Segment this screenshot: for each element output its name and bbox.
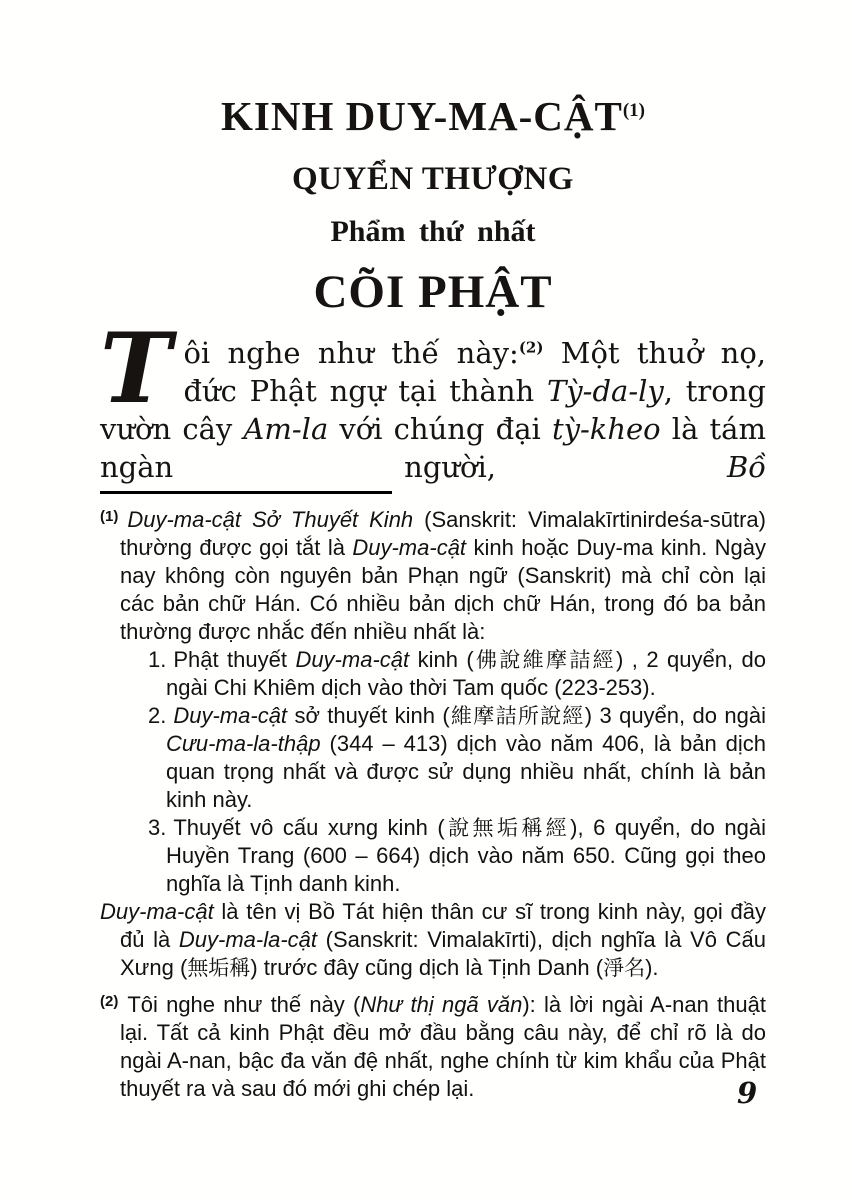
book-title bbox=[100, 92, 766, 141]
footnote-1-list-item bbox=[148, 702, 766, 814]
footnote-1-list-item bbox=[148, 646, 766, 702]
footnote-1-closing: Duy-ma-cật là tên vị Bồ Tát hiện thân cư sĩ trong kinh này, gọi đầy đủ là Duy-ma-la-cật (Sanskrit: Vimalakīrti), dịch nghĩa là Vô Cấu Xưng (無垢稱) trước đây cũng dịch là Tịnh Danh (淨名). bbox=[100, 898, 766, 980]
list-item-number: 1. bbox=[148, 646, 167, 672]
page-number: 9 bbox=[737, 1076, 758, 1110]
list-item-number: 3. bbox=[148, 814, 167, 840]
footnote-1-list bbox=[100, 646, 766, 898]
footnote-2-marker: (2) bbox=[100, 992, 119, 1010]
footnote-1-marker: (1) bbox=[100, 507, 119, 525]
footnote-1 bbox=[100, 503, 766, 646]
chapter-title: CÕI PHẬT bbox=[313, 265, 553, 318]
body-paragraph-text: ôi nghe như thế này:$^{(2)}$ Một thuở nọ, đức Phật ngự tại thành Tỳ-da-ly, trong vườn cây Am-la với chúng đại tỳ-kheo là tám ngàn người, Bồ bbox=[100, 335, 766, 484]
drop-cap: T bbox=[100, 312, 172, 426]
footnote-2 bbox=[100, 988, 766, 1103]
footnotes bbox=[100, 503, 766, 1103]
book-title-text: KINH DUY-MA-CẬT bbox=[221, 93, 623, 139]
section-title: Phẩm thứ nhất bbox=[330, 215, 536, 249]
list-item-text: Phật thuyết Duy-ma-cật kinh (佛說維摩詰經) , 2 quyển, do ngài Chi Khiêm dịch vào thời Tam quốc (223-253). bbox=[166, 646, 766, 700]
list-item-text: Duy-ma-cật sở thuyết kinh (維摩詰所說經) 3 quyển, do ngài Cưu-ma-la-thập (344 – 413) dịch vào năm 406, là bản dịch quan trọng nhất và được sử dụng nhiều nhất, chính là bản kinh này. bbox=[166, 702, 766, 812]
footnote-1-list-item bbox=[148, 814, 766, 898]
title-footnote-ref: (1) bbox=[622, 100, 645, 121]
footnote-separator bbox=[100, 491, 392, 494]
footnote-2-text: Tôi nghe như thế này (Như thị ngã văn): là lời ngài A-nan thuật lại. Tất cả kinh Phật đều mở đầu bằng câu này, để chỉ rõ là do ngài A-nan, bậc đa văn đệ nhất, nghe chính từ kim khẩu của Phật thuyết ra và sau đó mới ghi chép lại. bbox=[120, 991, 766, 1101]
page-content bbox=[100, 0, 766, 1103]
list-item-number: 2. bbox=[148, 702, 167, 728]
body-paragraph bbox=[100, 312, 766, 486]
list-item-text: Thuyết vô cấu xưng kinh (說無垢稱經), 6 quyển, do ngài Huyền Trang (600 – 664) dịch vào năm 650. Cũng gọi theo nghĩa là Tịnh danh kinh. bbox=[166, 814, 766, 896]
volume-title: QUYỂN THƯỢNG bbox=[292, 161, 574, 198]
footnote-1-text: Duy-ma-cật Sở Thuyết Kinh (Sanskrit: Vimalakīrtinirdeśa-sūtra) thường được gọi tắt là Duy-ma-cật kinh hoặc Duy-ma kinh. Ngày nay không còn nguyên bản Phạn ngữ (Sanskrit) mà chỉ còn lại các bản chữ Hán. Có nhiều bản dịch chữ Hán, trong đó ba bản thường được nhắc đến nhiều nhất là: bbox=[120, 506, 766, 644]
